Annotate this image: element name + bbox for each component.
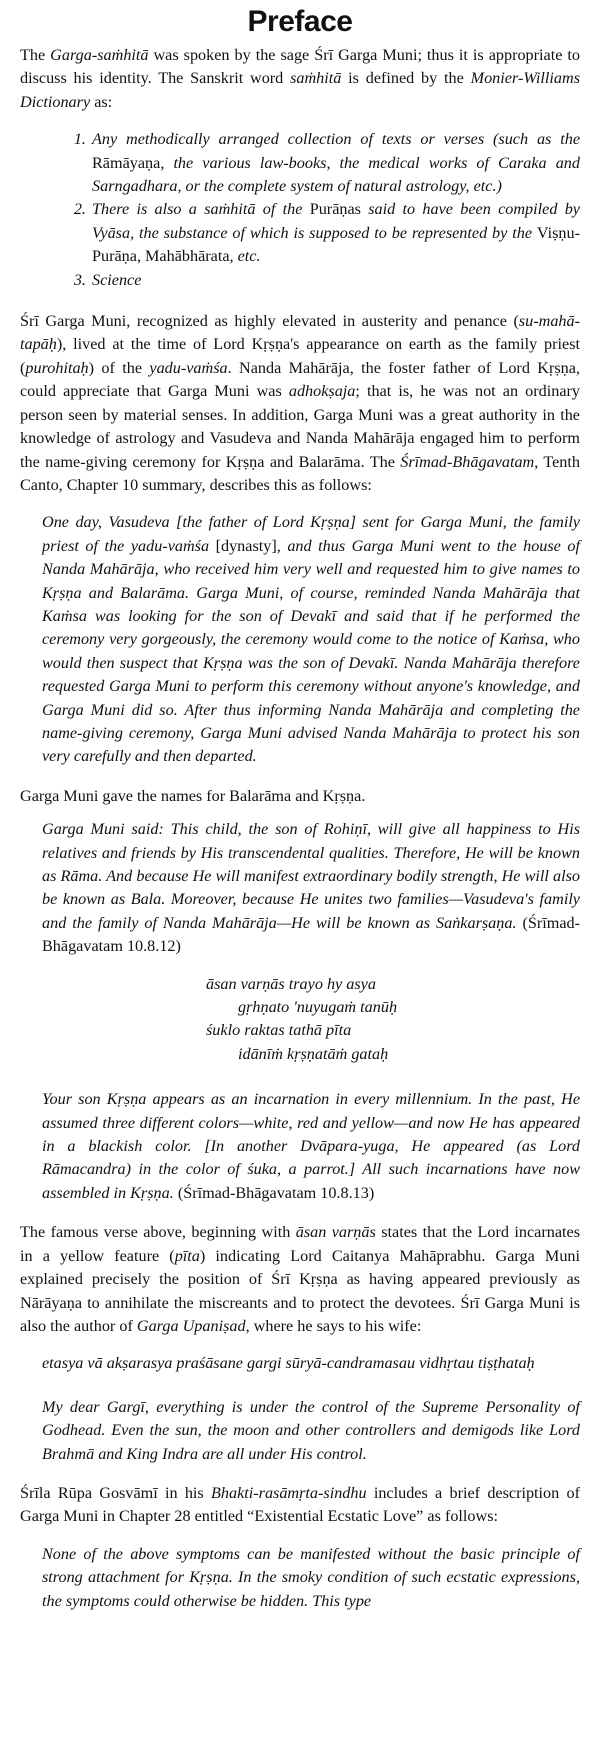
verse-line-3: śuklo raktas tathā pīta [206, 1021, 352, 1040]
italic-run: saṁhitā [290, 69, 342, 88]
block-quote-3: Your son Kṛṣṇa appears as an incarnation in every millennium. In the past, He assumed three different colors—white, red and yellow—and now He has appeared in a blackish color. [In another Dvāpara-yuga, He appeared (as Lord Rāmacandra) in the color of śuka, a parrot.] All such incarnations have now assembled in Kṛṣṇa. (Śrīmad-Bhāgavatam 10.8.13) [42, 1090, 580, 1202]
text-run: was spoken by the sage Śrī Garga Muni; thus it is appropriate to discuss his identity. The Sanskrit word [20, 46, 580, 88]
page-title: Preface [247, 5, 353, 38]
definition-item-1: 1. Any methodically arranged collection of texts or verses (such as the Rāmāyaṇa, the various law-books, the medical works of Caraka and Sarngadhara, or the complete system of natural astrology, etc.) [90, 128, 580, 198]
block-quote-1: One day, Vasudeva [the father of Lord Kṛṣṇa] sent for Garga Muni, the family priest of the yadu-vaṁśa [dynasty], and thus Garga Muni went to the house of Nanda Mahārāja, who received him very well and requested him to give names to Kṛṣṇa and Balarāma. Garga Muni, of course, reminded Nanda Mahārāja that Kaṁsa was looking for the son of Devakī and said that if he performed the ceremony very gorgeously, the ceremony would come to the notice of Kaṁsa, who would then suspect that Kṛṣṇa was the son of Devakī. Nanda Mahārāja therefore requested Garga Muni to perform this ceremony without anyone's knowledge, and Garga Muni did so. After thus informing Nanda Mahārāja and completing the name-giving ceremony, Garga Muni advised Nanda Mahārāja to protect his son very carefully and then departed. [42, 513, 580, 766]
sanskrit-quote: etasya vā akṣarasya praśāsane gargi sūryā-candramasau vidhṛtau tiṣṭhataḥ [42, 1354, 535, 1373]
text-run: The [20, 46, 51, 64]
body-paragraph-3: Garga Muni gave the names for Balarāma and Kṛṣṇa. [20, 786, 366, 805]
intro-paragraph [20, 44, 580, 114]
verse-line-4: idānīṁ kṛṣṇatāṁ gataḥ [238, 1044, 389, 1063]
text-run: is defined by the [341, 69, 471, 88]
italic-run: Monier-Williams Dictionary [20, 69, 580, 111]
block-quote-5: None of the above symptoms can be manifested without the basic principle of strong attachment for Kṛṣṇa. In the smoky condition of such ecstatic expressions, the symptoms could otherwise be hidden. This type [42, 1544, 580, 1610]
sanskrit-verse [206, 973, 580, 1067]
definition-list [20, 128, 580, 292]
definition-item-2: 2. There is also a saṁhitā of the Purāṇas said to have been compiled by Vyāsa, the substance of which is supposed to be represented by the Viṣṇu-Purāṇa, Mahābhārata, etc. [90, 198, 580, 268]
body-paragraph-4: The famous verse above, beginning with āsan varṇās states that the Lord incarnates in a yellow feature (pīta) indicating Lord Caitanya Mahāprabhu. Garga Muni explained precisely the position of Śrī Kṛṣṇa as having appeared previously as Nārāyaṇa to annihilate the miscreants and to protect the devotees. Śrī Garga Muni is also the author of Garga Upaniṣad, where he says to his wife: [20, 1223, 581, 1335]
body-paragraph-2: Śrī Garga Muni, recognized as highly elevated in austerity and penance (su-mahā-tapāḥ), lived at the time of Lord Kṛṣṇa's appearance on earth as the family priest (purohitaḥ) of the yadu-vaṁśa. Nanda Mahārāja, the foster father of Lord Kṛṣṇa, could appreciate that Garga Muni was adhokṣaja; that is, he was not an ordinary person seen by material senses. In addition, Garga Muni was a great authority in the knowledge of astrology and Vasudeva and Nanda Mahārāja engaged him to perform the name-giving ceremony for Kṛṣṇa and Balarāma. The Śrīmad-Bhāgavatam, Tenth Canto, Chapter 10 summary, describes this as follows: [20, 312, 580, 494]
verse-line-2: gṛhṇato 'nuyugaṁ tanūḥ [238, 998, 398, 1017]
text-run: as: [90, 92, 113, 111]
italic-run: Garga-saṁhitā [50, 46, 149, 64]
block-quote-4: My dear Gargī, everything is under the control of the Supreme Personality of Godhead. Even the sun, the moon and other controllers and demigods like Lord Brahmā and King Indra are all under His control. [42, 1397, 580, 1463]
definition-item-3: 3. Science [90, 269, 580, 292]
block-quote-2: Garga Muni said: This child, the son of Rohiṇī, will give all happiness to His relatives and friends by His transcendental qualities. Therefore, He will be known as Rāma. And because He will manifest extraordinary bodily strength, He will also be known as Bala. Moreover, because He unites two families—Vasudeva's family and the family of Nanda Mahārāja—He will be known as Saṅkarṣaṇa. (Śrīmad-Bhāgavatam 10.8.12) [42, 820, 580, 956]
body-paragraph-5: Śrīla Rūpa Gosvāmī in his Bhakti-rasāmṛta-sindhu includes a brief description of Garga Muni in Chapter 28 entitled “Existential Ecstatic Love” as follows: [20, 1483, 580, 1526]
verse-line-1: āsan varṇās trayo hy asya [206, 974, 376, 993]
